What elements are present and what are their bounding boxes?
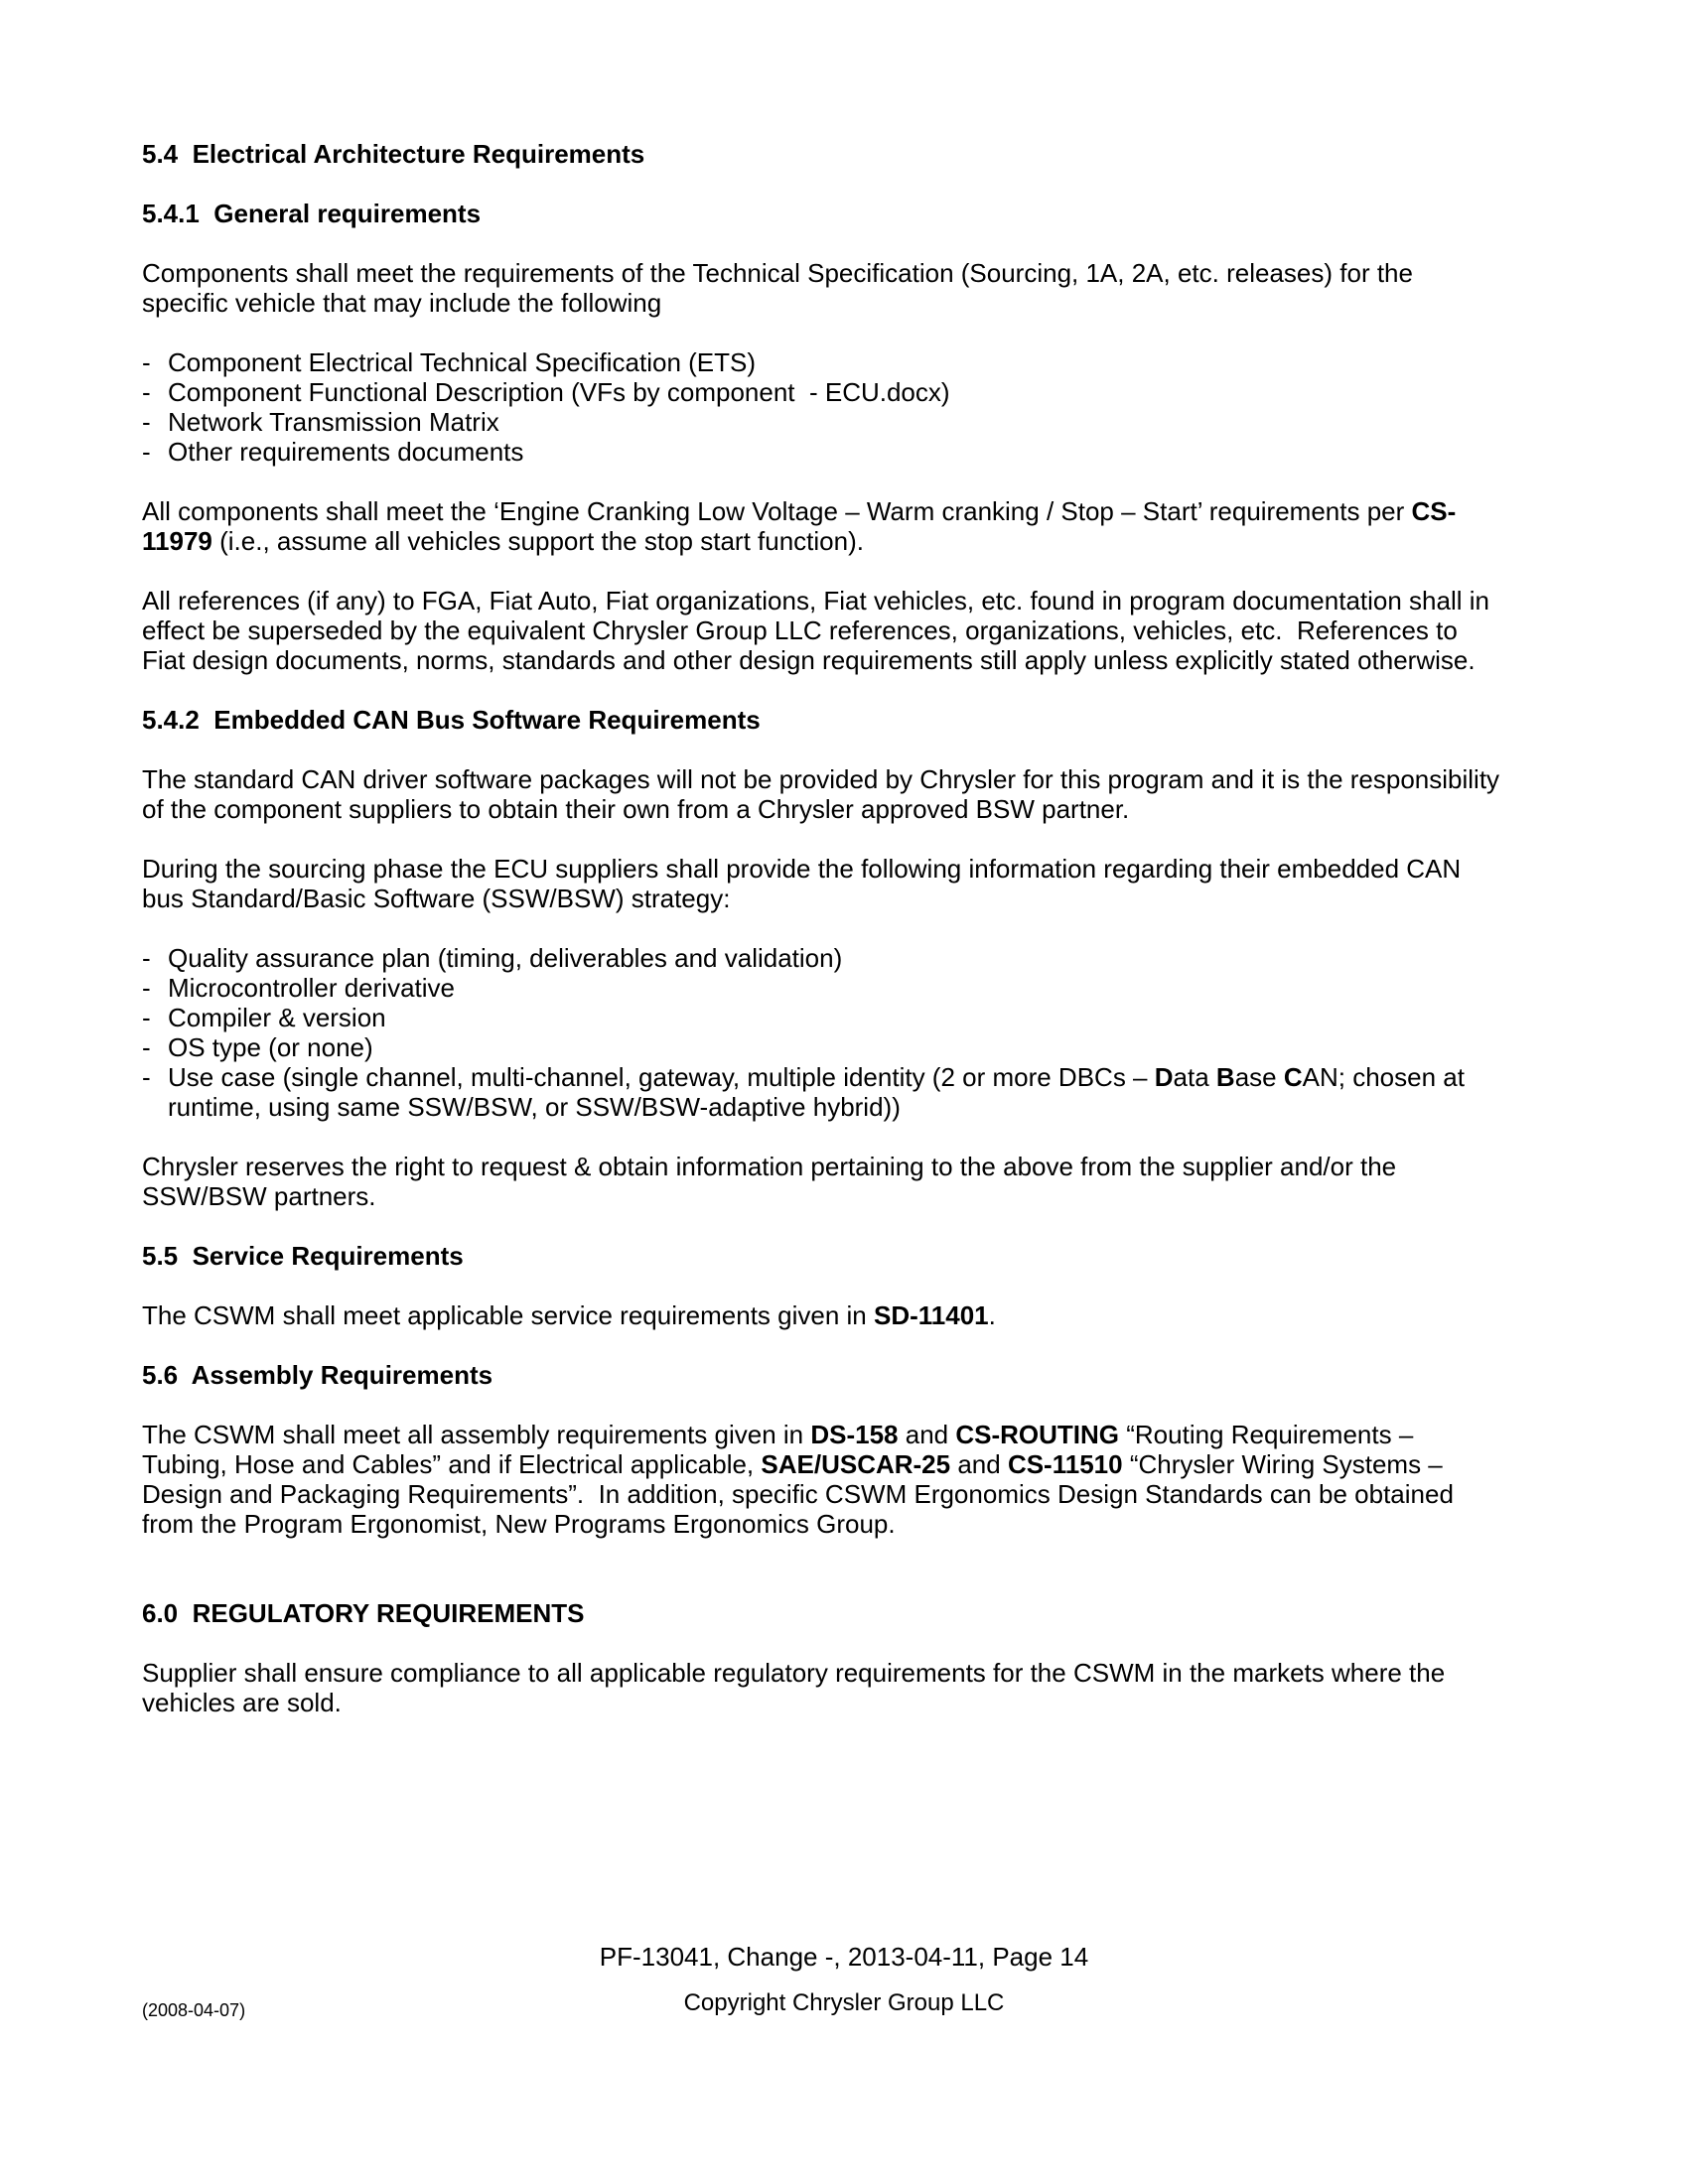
section-heading: 5.4.2 Embedded CAN Bus Software Requirements: [142, 705, 761, 735]
text-run: (i.e., assume all vehicles support the stop start function).: [211, 526, 864, 556]
list-item: [142, 1062, 1502, 1122]
list-item-text: [168, 973, 1502, 1003]
list-item: [142, 407, 1502, 437]
list-item: [142, 973, 1502, 1003]
list-item-text: [168, 1032, 1502, 1062]
text-run: Microcontroller derivative: [168, 973, 455, 1003]
text-run: During the sourcing phase the ECU suppliers shall provide the following information regarding their embedded CAN bus Standard/Basic Software (SSW/BSW) strategy:: [142, 854, 1469, 913]
footer-copyright-line: Copyright Chrysler Group LLC: [683, 1989, 1005, 2016]
text-run: The standard CAN driver software packages will not be provided by Chrysler for this program and it is the responsibility of the component suppliers to obtain their own from a Chrysler approved BSW partner.: [142, 764, 1507, 824]
paragraph: [142, 854, 1502, 913]
dash-bullet: -: [142, 1062, 151, 1092]
list-item-text: [168, 943, 1502, 973]
bold-text-run: CS-11979: [142, 496, 1457, 556]
text-run: Components shall meet the requirements of the Technical Specification (Sourcing, 1A, 2A, etc. releases) for the specific vehicle that may include the following: [142, 258, 1421, 318]
section-heading: 6.0 REGULATORY REQUIREMENTS: [142, 1598, 585, 1628]
text-run: Component Electrical Technical Specification (ETS): [168, 347, 757, 377]
paragraph: [142, 496, 1502, 556]
text-run: Other requirements documents: [168, 437, 524, 467]
list-item: [142, 943, 1502, 973]
text-run: Component Functional Description (VFs by component - ECU.docx): [168, 377, 950, 407]
text-run: All components shall meet the ‘Engine Cranking Low Voltage – Warm cranking / Stop – Start’ requirements per: [142, 496, 1412, 526]
paragraph: [142, 1658, 1502, 1717]
bold-text-run: CS-11510: [1007, 1449, 1123, 1479]
list-item-text: [168, 377, 1502, 407]
paragraph: [142, 586, 1502, 675]
paragraph: [142, 258, 1502, 318]
text-run: AN; chosen at runtime, using same SSW/BSW, or SSW/BSW-adaptive hybrid)): [168, 1062, 1473, 1122]
dash-bullet: -: [142, 407, 151, 437]
dash-bullet: -: [142, 1003, 151, 1032]
paragraph: [142, 1300, 1502, 1330]
paragraph: [142, 764, 1507, 824]
section-heading: 5.6 Assembly Requirements: [142, 1360, 493, 1390]
paragraph: [142, 1420, 1502, 1539]
footer-reference-line: PF-13041, Change -, 2013-04-11, Page 14: [599, 1942, 1089, 1972]
dash-bullet: -: [142, 377, 151, 407]
text-run: Compiler & version: [168, 1003, 386, 1032]
text-run: and: [898, 1420, 956, 1449]
list-item: [142, 347, 1502, 377]
dash-bullet: -: [142, 347, 151, 377]
text-run: .: [988, 1300, 996, 1330]
footer-revision-date: (2008-04-07): [142, 2000, 246, 2020]
text-run: OS type (or none): [168, 1032, 373, 1062]
list-item-text: [168, 437, 1502, 467]
bold-text-run: SD-11401: [873, 1300, 989, 1330]
bold-text-run: D: [1154, 1062, 1174, 1092]
text-run: ata: [1173, 1062, 1216, 1092]
bold-text-run: SAE/USCAR-25: [761, 1449, 951, 1479]
list-item: [142, 1003, 1502, 1032]
text-run: Chrysler reserves the right to request & obtain information pertaining to the above from the supplier and/or the SSW/BSW partners.: [142, 1152, 1404, 1211]
text-run: Supplier shall ensure compliance to all applicable regulatory requirements for the CSWM in the markets where the vehicles are sold.: [142, 1658, 1453, 1717]
list-item: [142, 437, 1502, 467]
text-run: “Routing Requirements – Tubing, Hose and Cables” and if Electrical applicable,: [142, 1420, 1421, 1479]
bold-text-run: DS-158: [810, 1420, 899, 1449]
dash-list: [142, 943, 1502, 1122]
bold-text-run: CS-ROUTING: [955, 1420, 1120, 1449]
text-run: The CSWM shall meet applicable service requirements given in: [142, 1300, 874, 1330]
section-heading: 5.4 Electrical Architecture Requirements: [142, 139, 645, 169]
list-item: [142, 377, 1502, 407]
text-run: The CSWM shall meet all assembly requirements given in: [142, 1420, 811, 1449]
text-run: ase: [1234, 1062, 1284, 1092]
list-item: [142, 1032, 1502, 1062]
bold-text-run: B: [1215, 1062, 1235, 1092]
dash-bullet: -: [142, 1032, 151, 1062]
section-heading: 5.4.1 General requirements: [142, 199, 482, 228]
dash-bullet: -: [142, 437, 151, 467]
list-item-text: [168, 1062, 1502, 1122]
dash-bullet: -: [142, 943, 151, 973]
paragraph: [142, 1152, 1502, 1211]
text-run: and: [950, 1449, 1008, 1479]
text-run: Quality assurance plan (timing, deliverables and validation): [168, 943, 843, 973]
text-run: “Chrysler Wiring Systems – Design and Packaging Requirements”. In addition, specific CSWM Ergonomics Design Standards can be obtained from the Program Ergonomist, New Programs Ergonomics Group.: [142, 1449, 1462, 1539]
text-run: Use case (single channel, multi-channel, gateway, multiple identity (2 or more DBCs –: [168, 1062, 1155, 1092]
list-item-text: [168, 407, 1502, 437]
dash-bullet: -: [142, 973, 151, 1003]
bold-text-run: C: [1283, 1062, 1303, 1092]
text-run: All references (if any) to FGA, Fiat Auto, Fiat organizations, Fiat vehicles, etc. found in program documentation shall in effect be superseded by the equivalent Chrysler Group LLC references, organizations, vehicles, etc. References to Fiat design documents, norms, standards and other design requirements still apply unless explicitly stated otherwise.: [142, 586, 1497, 675]
section-heading: 5.5 Service Requirements: [142, 1241, 464, 1271]
list-item-text: [168, 1003, 1502, 1032]
text-run: Network Transmission Matrix: [168, 407, 499, 437]
document-body: [142, 139, 1507, 1747]
list-item-text: [168, 347, 1502, 377]
dash-list: [142, 347, 1502, 467]
